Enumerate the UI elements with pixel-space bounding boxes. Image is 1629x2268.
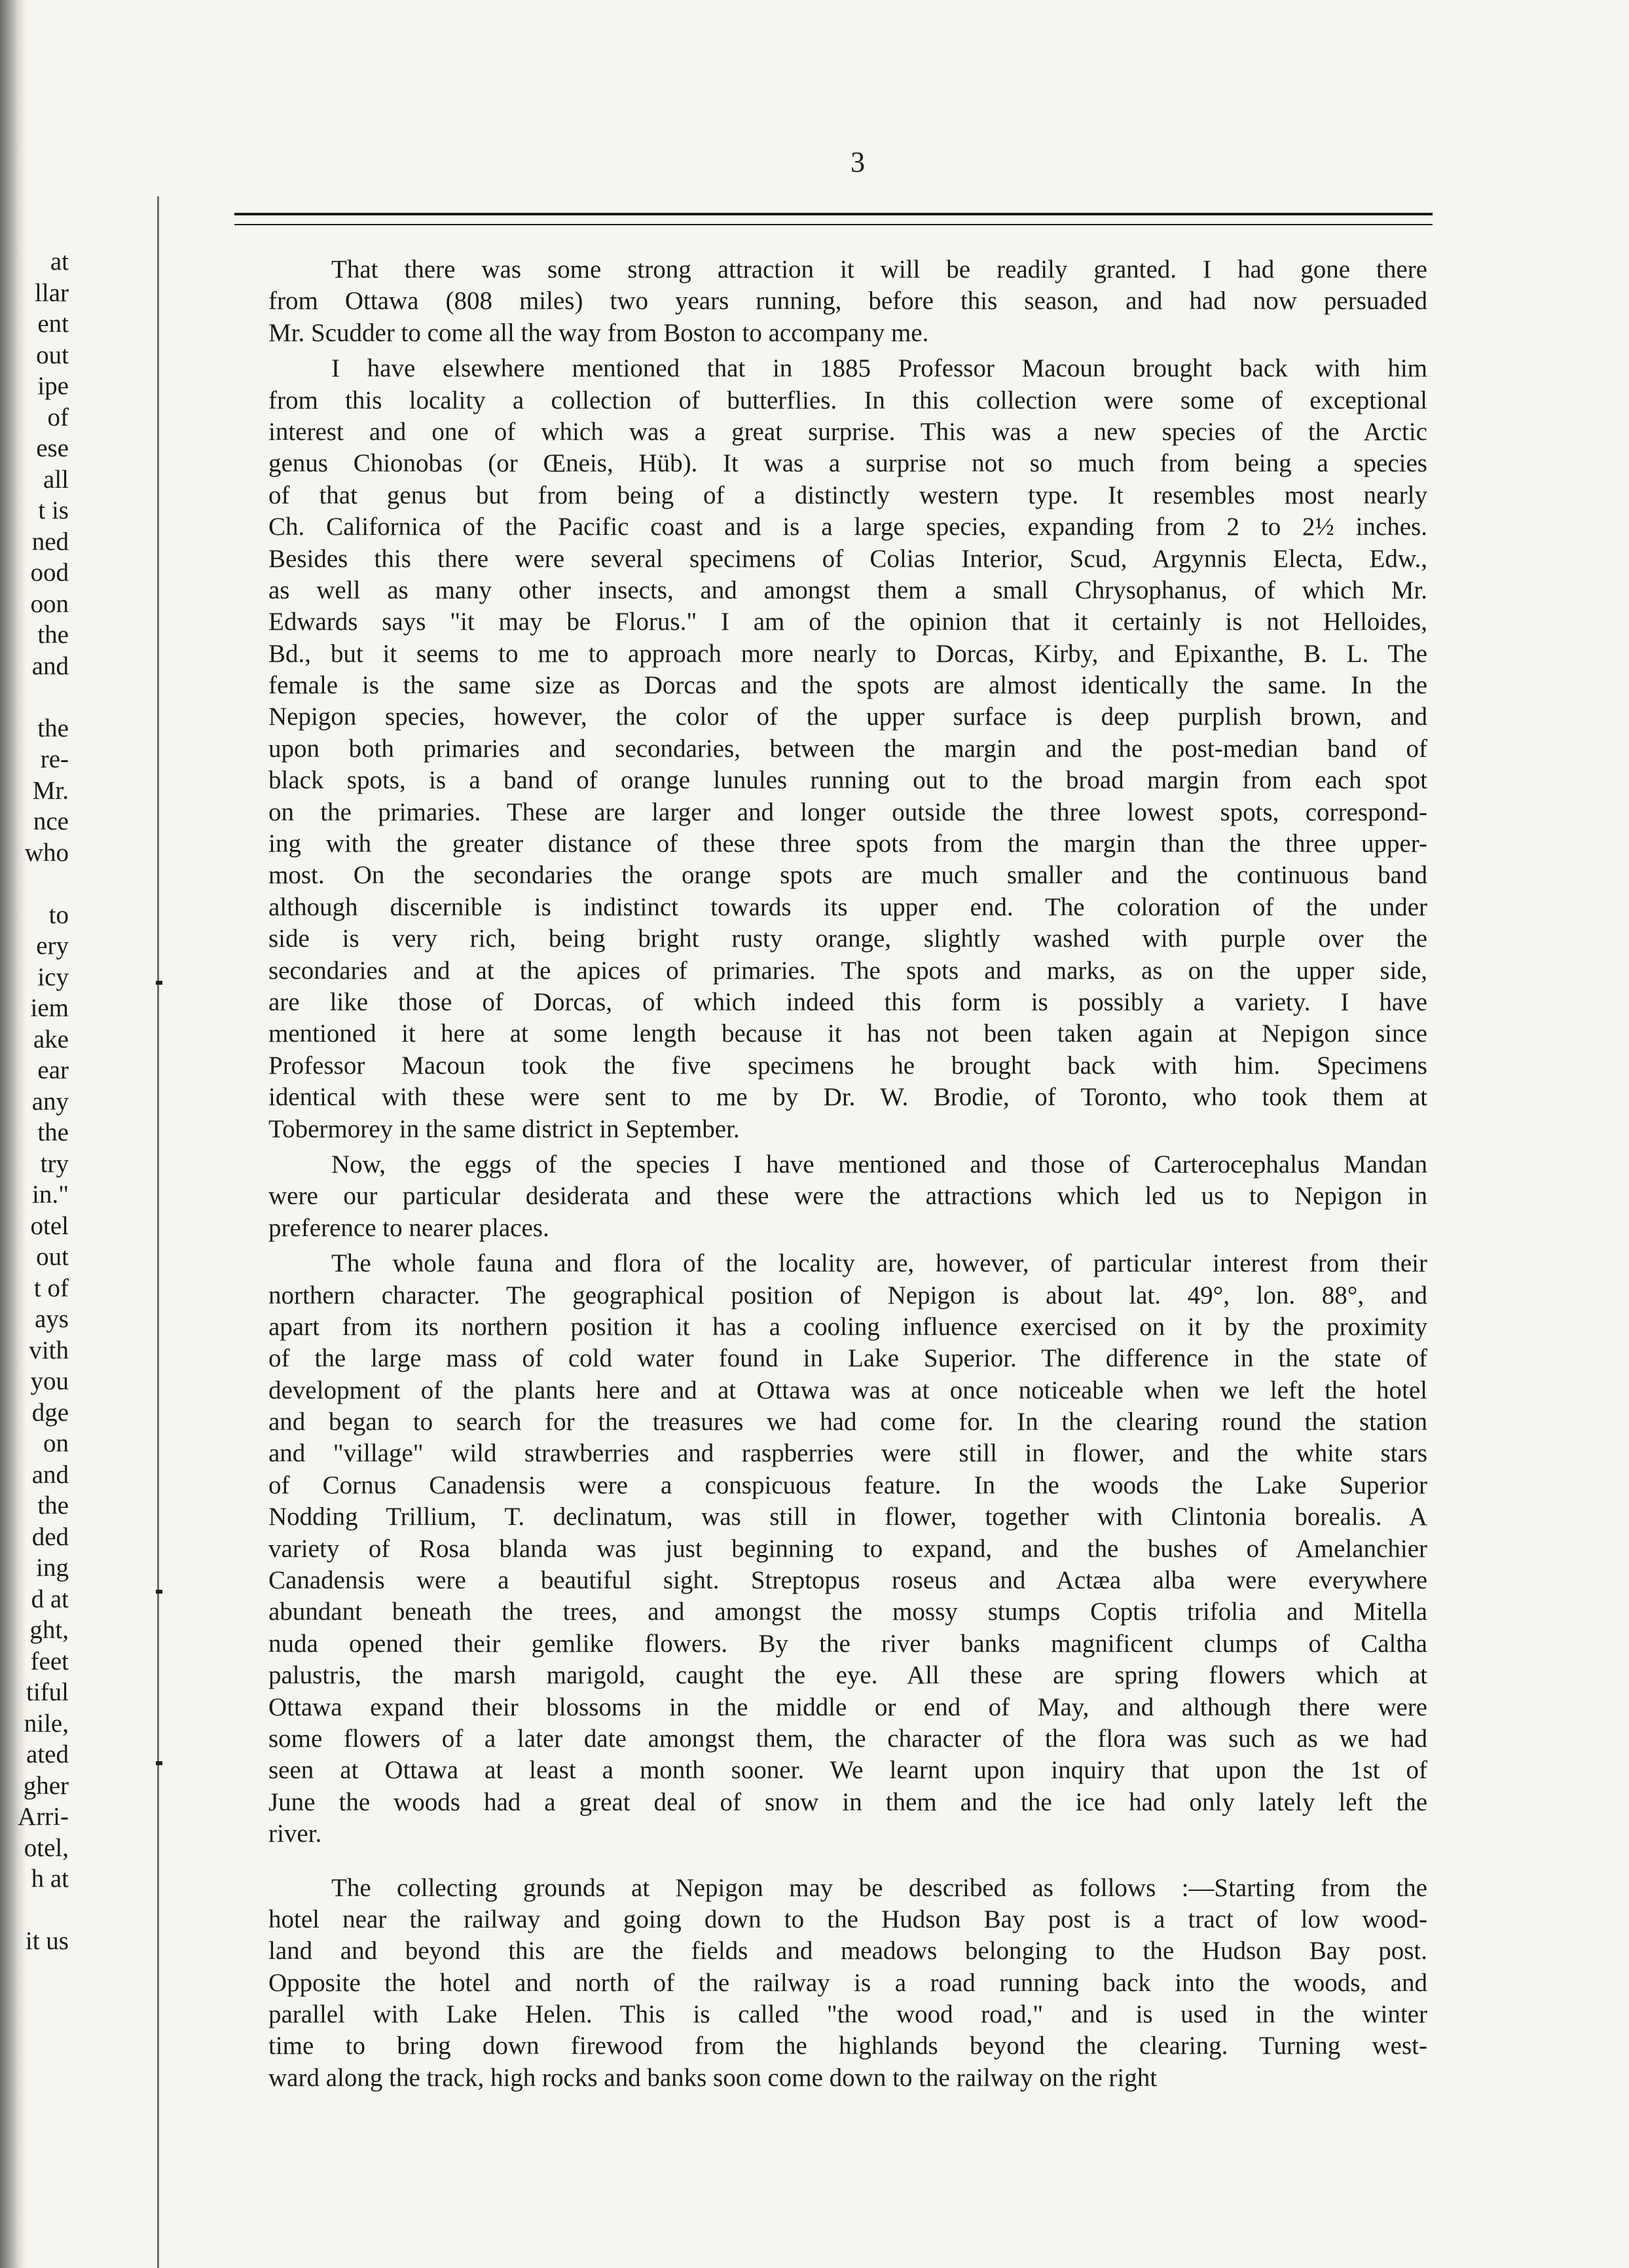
facing-page-fragment: ays — [35, 1305, 69, 1333]
text-line: of that genus but from being of a distinctly western type. It resembles most nearly — [268, 481, 1427, 509]
page-number: 3 — [851, 146, 865, 178]
text-line: of the large mass of cold water found in Lake Superior. The difference in the state of — [268, 1344, 1427, 1373]
facing-page-fragment: tiful — [26, 1678, 69, 1706]
text-line: side is very rich, being bright rusty orange, slightly washed with purple over the — [268, 924, 1427, 953]
facing-page-fragment: t is — [38, 496, 69, 524]
text-line: mentioned it here at some length because it has not been taken again at Nepigon since — [268, 1019, 1427, 1048]
text-line: most. On the secondaries the orange spots are much smaller and the continuous band — [268, 861, 1427, 890]
facing-page-fragment: re- — [40, 745, 69, 773]
text-line: on the primaries. These are larger and longer outside the three lowest spots, correspond- — [268, 797, 1427, 826]
facing-page-fragment: you — [30, 1367, 69, 1395]
text-line: Mr. Scudder to come all the way from Boston to accompany me. — [268, 318, 929, 347]
facing-page-fragment: Arri- — [18, 1802, 69, 1831]
gutter-mark — [156, 1761, 162, 1765]
gutter-mark — [156, 1590, 162, 1594]
paragraph — [268, 1149, 1427, 1244]
text-line: identical with these were sent to me by Dr. W. Brodie, of Toronto, who took them at — [268, 1083, 1427, 1112]
text-line: abundant beneath the trees, and amongst the mossy stumps Coptis trifolia and Mitella — [268, 1598, 1427, 1626]
text-line: Tobermorey in the same district in September. — [268, 1114, 740, 1143]
facing-page-fragment: and — [31, 1460, 69, 1489]
facing-page-fragment: ent — [37, 310, 69, 338]
gutter-line — [157, 196, 159, 2268]
text-line: Canadensis were a beautiful sight. Streptopus roseus and Actæa alba were everywhere — [268, 1566, 1427, 1595]
text-line: Nodding Trillium, T. declinatum, was still in flower, together with Clintonia borealis. A — [268, 1503, 1427, 1531]
text-line: Ottawa expand their blossoms in the middle or end of May, and although there were — [268, 1692, 1427, 1721]
facing-page-fragment: ipe — [37, 372, 69, 400]
text-line: The whole fauna and flora of the locality are, however, of particular interest from their — [331, 1249, 1427, 1278]
header-rule-thick — [234, 213, 1433, 215]
text-line: development of the plants here and at Ottawa was at once noticeable when we left the hotel — [268, 1376, 1427, 1404]
facing-page-fragment: otel, — [24, 1833, 69, 1862]
facing-page-fragment: ood — [30, 558, 69, 587]
text-line: Now, the eggs of the species I have mentioned and those of Carterocephalus Mandan — [331, 1150, 1427, 1179]
facing-page-fragment: t of — [33, 1273, 69, 1302]
text-line: although discernible is indistinct towards its upper end. The coloration of the under — [268, 892, 1427, 921]
facing-page-fragment: in." — [31, 1180, 69, 1209]
facing-page-fragment: ded — [31, 1522, 69, 1551]
facing-page-fragment: gher — [23, 1771, 69, 1800]
facing-page-fragment: who — [24, 838, 69, 867]
facing-page-fragment: Mr. — [32, 776, 69, 805]
paragraph-gap — [268, 1854, 1427, 1873]
facing-page-fragment: try — [40, 1149, 69, 1178]
text-line: seen at Ottawa at least a month sooner. We learnt upon inquiry that upon the 1st of — [268, 1756, 1427, 1785]
facing-page-fragment: ned — [31, 527, 69, 556]
text-line: as well as many other insects, and amongst them a small Chrysophanus, of which Mr. — [268, 576, 1427, 604]
facing-page-fragment: and — [31, 651, 69, 680]
facing-page-fragment: all — [43, 465, 69, 494]
facing-page-fragment: ated — [26, 1740, 69, 1768]
facing-page-fragment: the — [37, 1491, 69, 1520]
facing-page-fragment: at — [50, 247, 69, 276]
text-line: Edwards says "it may be Florus." I am of the opinion that it certainly is not Helloides, — [268, 608, 1427, 636]
text-line: some flowers of a later date amongst them, the character of the flora was such as we had — [268, 1724, 1427, 1753]
text-line: parallel with Lake Helen. This is called "the wood road," and is used in the winter — [268, 2000, 1427, 2029]
text-line: nuda opened their gemlike flowers. By the river banks magnificent clumps of Caltha — [268, 1629, 1427, 1658]
text-line: were our particular desiderata and these were the attractions which led us to Nepigon in — [268, 1182, 1427, 1211]
text-line: June the woods had a great deal of snow in them and the ice had only lately left the — [268, 1787, 1427, 1816]
text-line: northern character. The geographical position of Nepigon is about lat. 49°, lon. 88°, and — [268, 1281, 1427, 1309]
facing-page-fragment: of — [47, 403, 69, 431]
paragraph — [268, 254, 1427, 349]
text-line: The collecting grounds at Nepigon may be described as follows :—Starting from the — [331, 1873, 1427, 1902]
text-line: black spots, is a band of orange lunules running out to the broad margin from each spot — [268, 766, 1427, 795]
facing-page-fragment: out — [36, 1243, 69, 1271]
facing-page-fragment: ery — [36, 932, 69, 960]
header-rule-thin — [234, 224, 1433, 225]
paragraph — [268, 1248, 1427, 1850]
facing-page-fragment: the — [37, 1118, 69, 1146]
text-line: genus Chionobas (or Œneis, Hüb). It was a surprise not so much from being a species — [268, 449, 1427, 478]
text-line: and "village" wild strawberries and raspberries were still in flower, and the white stars — [268, 1439, 1427, 1468]
text-line: ward along the track, high rocks and banks soon come down to the railway on the right — [268, 2063, 1158, 2092]
facing-page-fragment: nce — [33, 807, 69, 835]
book-spine-shadow — [0, 0, 26, 2268]
text-line: from this locality a collection of butterflies. In this collection were some of exceptional — [268, 386, 1427, 414]
facing-page-fragment: ese — [36, 434, 69, 462]
body-text — [268, 254, 1427, 2098]
facing-page-fragment: nile, — [24, 1709, 69, 1738]
text-line: hotel near the railway and going down to the Hudson Bay post is a tract of low wood- — [268, 1905, 1427, 1933]
text-line: from Ottawa (808 miles) two years running, before this season, and had now persuaded — [268, 287, 1427, 316]
facing-page-fragment: any — [31, 1087, 69, 1116]
text-line: of Cornus Canadensis were a conspicuous feature. In the woods the Lake Superior — [268, 1471, 1427, 1499]
text-line: land and beyond this are the fields and meadows belonging to the Hudson Bay post. — [268, 1937, 1427, 1966]
text-line: Professor Macoun took the five specimens he brought back with him. Specimens — [268, 1051, 1427, 1080]
text-line: preference to nearer places. — [268, 1213, 549, 1242]
text-line: ing with the greater distance of these three spots from the margin than the three upper- — [268, 830, 1427, 858]
text-line: time to bring down firewood from the highlands beyond the clearing. Turning west- — [268, 2032, 1427, 2060]
text-line: and began to search for the treasures we had come for. In the clearing round the station — [268, 1408, 1427, 1436]
facing-page-fragment: h at — [31, 1865, 69, 1893]
facing-page-fragment: the — [37, 621, 69, 649]
paragraph — [268, 1873, 1427, 2094]
facing-page-fragment: icy — [37, 962, 69, 991]
facing-page-fragment: to — [48, 900, 69, 929]
facing-page-fragment: it us — [25, 1927, 69, 1955]
facing-page-fragment: the — [37, 714, 69, 742]
gutter-mark — [156, 981, 162, 985]
text-line: Nepigon species, however, the color of the upper surface is deep purplish brown, and — [268, 703, 1427, 731]
text-line: palustris, the marsh marigold, caught the eye. All these are spring flowers which at — [268, 1661, 1427, 1690]
text-line: Bd., but it seems to me to approach more nearly to Dorcas, Kirby, and Epixanthe, B. L. The — [268, 639, 1427, 668]
facing-page-fragment: vith — [29, 1336, 69, 1364]
facing-page-fragment: ght, — [29, 1616, 69, 1644]
facing-page-fragment: ear — [37, 1056, 69, 1084]
text-line: Besides this there were several specimens of Colias Interior, Scud, Argynnis Electa, Edw., — [268, 544, 1427, 573]
facing-page-fragment: iem — [30, 994, 69, 1022]
text-line: That there was some strong attraction it will be readily granted. I had gone there — [331, 255, 1427, 284]
text-line: are like those of Dorcas, of which indeed this form is possibly a variety. I have — [268, 987, 1427, 1016]
facing-page-fragment: oon — [30, 589, 69, 618]
text-line: Ch. Californica of the Pacific coast and is a large species, expanding from 2 to 2½ inches. — [268, 513, 1427, 541]
text-line: river. — [268, 1820, 322, 1848]
text-line: variety of Rosa blanda was just beginning to expand, and the bushes of Amelanchier — [268, 1534, 1427, 1563]
facing-page-fragment: ake — [33, 1025, 69, 1053]
text-line: Opposite the hotel and north of the railway is a road running back into the woods, and — [268, 1968, 1427, 1997]
text-line: female is the same size as Dorcas and the spots are almost identically the same. In the — [268, 671, 1427, 700]
facing-page-fragment: ing — [36, 1554, 69, 1582]
facing-page-fragment: d at — [31, 1584, 69, 1613]
facing-page-fragment: out — [36, 340, 69, 369]
facing-page-fragment: on — [43, 1429, 69, 1457]
facing-page-fragment: feet — [30, 1647, 69, 1675]
facing-page-fragment: llar — [35, 278, 69, 307]
text-line: interest and one of which was a great surprise. This was a new species of the Arctic — [268, 417, 1427, 446]
facing-page-fragment: dge — [31, 1398, 69, 1427]
text-line: secondaries and at the apices of primaries. The spots and marks, as on the upper side, — [268, 956, 1427, 985]
facing-page-fragment: otel — [30, 1211, 69, 1240]
paragraph — [268, 353, 1427, 1145]
text-line: I have elsewhere mentioned that in 1885 Professor Macoun brought back with him — [331, 354, 1427, 383]
text-line: apart from its northern position it has a cooling influence exercised on it by the proximity — [268, 1312, 1427, 1341]
text-line: upon both primaries and secondaries, between the margin and the post-median band of — [268, 734, 1427, 763]
